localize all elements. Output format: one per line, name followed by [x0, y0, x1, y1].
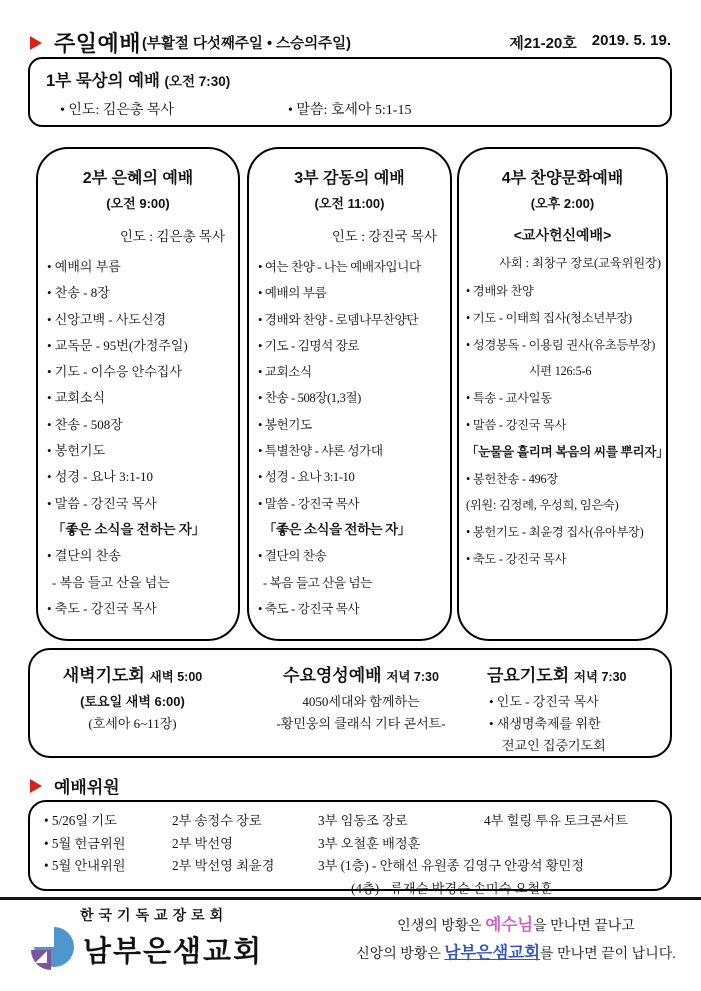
order-item: • 예배의 부름 — [47, 259, 121, 274]
committee-cell: 2부 박선영 최윤경 — [172, 858, 275, 873]
order-item: • 교회소식 — [258, 365, 312, 380]
service2-title: 2부 은혜의 예배 — [82, 170, 194, 187]
order-item: - 복음 들고 산을 넘는 — [263, 575, 372, 590]
order-item: • 성경 - 요나 3:1-10 — [47, 469, 154, 485]
footer-divider — [0, 897, 701, 900]
page-subtitle: (부활절 다섯째주일 • 스승의주일) — [142, 36, 351, 52]
committee-cell: • 5/26일 기도 — [44, 813, 117, 828]
committee-cell: 4부 힐링 투유 토크콘서트 — [484, 813, 628, 828]
order-item: • 여는 찬양 - 나는 예배자입니다 — [258, 260, 421, 274]
slogan-text: 를 만나면 끝이 납니다. — [540, 947, 676, 962]
service1-leader: • 인도: 김은총 목사 — [60, 103, 174, 118]
service4-order-list — [459, 278, 669, 573]
service3-title: 3부 감동의 예배 — [294, 170, 405, 187]
order-item: • 교회소식 — [47, 390, 106, 406]
order-item: • 찬송 - 508장 — [47, 416, 123, 432]
slogan-highlight-church: 남부은샘교회 — [444, 943, 541, 962]
issue-date — [509, 32, 671, 53]
order-item: • 기도 - 이태희 집사(청소년부장) — [466, 310, 632, 325]
service1-box — [28, 57, 672, 127]
committee-cell: (4층) - 류재순 박경순 손미숙 오철훈 — [351, 880, 553, 896]
service3-order-list — [249, 254, 450, 622]
service1-title: 1부 묵상의 예배 — [46, 72, 160, 90]
church-logo-block — [30, 905, 263, 972]
service4-title: 4부 찬양문화예배 — [501, 170, 624, 187]
order-item: • 축도 - 강진국 목사 — [47, 600, 157, 616]
wednesday-service-time: 저녁 7:30 — [386, 670, 439, 684]
wednesday-service-line: -황민웅의 클래식 기타 콘서트- — [276, 716, 446, 731]
committee-row — [44, 833, 670, 856]
red-arrow-icon — [30, 36, 42, 50]
scripture-reference: 시편 126:5-6 — [528, 364, 592, 379]
order-item: • 교독문 - 95번(가정주일) — [47, 337, 188, 353]
service4-host: 사회 : 최창구 장로(교육위원장) — [499, 256, 661, 270]
friday-prayer-time: 저녁 7:30 — [573, 670, 627, 684]
bulletin-header — [30, 27, 671, 58]
order-item: • 봉헌찬송 - 496장 — [466, 471, 559, 486]
sermon-title: 「좋은 소식을 전하는 자」 — [52, 521, 206, 537]
red-arrow-icon — [30, 779, 42, 793]
service1-details — [46, 99, 670, 119]
order-item: • 봉헌기도 — [47, 443, 106, 459]
order-item: • 기도 - 이수응 안수집사 — [47, 364, 182, 380]
order-item: (위원: 김정례, 우성희, 임은숙) — [466, 498, 619, 513]
denomination-name: 한국기독교장로회 — [80, 907, 229, 923]
order-item: • 예배의 부름 — [258, 286, 327, 301]
order-item: • 경배와 찬양 - 로뎀나무찬양단 — [258, 312, 418, 327]
order-item: • 봉헌기도 — [258, 417, 312, 432]
order-item: • 경배와 찬양 — [466, 284, 534, 298]
service4-time: (오후 2:00) — [530, 196, 595, 211]
order-item: • 성경 - 요나 3:1-10 — [258, 470, 355, 485]
order-item: • 말씀 - 강진국 목사 — [47, 495, 157, 511]
dawn-prayer-title: 새벽기도회 — [62, 666, 145, 685]
dawn-prayer-line: (토요일 새벽 6:00) — [80, 694, 185, 709]
friday-prayer-line: • 새생명축제를 위한 — [489, 716, 601, 731]
service3-leader: 인도 : 강진국 목사 — [331, 229, 437, 244]
order-item: • 특별찬양 - 샤론 성가대 — [258, 444, 383, 459]
friday-prayer-line: 전교인 집중기도회 — [502, 738, 606, 753]
committee-box — [28, 800, 672, 896]
committee-cell: 2부 송정수 장로 — [172, 813, 262, 828]
service3-time: (오전 11:00) — [314, 196, 385, 211]
friday-prayer-title: 금요기도회 — [487, 666, 570, 685]
slogan-text: 신앙의 방황은 — [356, 947, 445, 962]
slogan-line-2 — [348, 940, 684, 968]
committee-section-header — [30, 773, 120, 798]
order-item: • 축도 - 강진국 목사 — [258, 601, 360, 616]
order-item: • 봉헌기도 - 최윤경 집사(유아부장) — [466, 525, 644, 540]
committee-section-title: 예배위원 — [54, 778, 120, 797]
service1-time: (오전 7:30) — [164, 74, 231, 89]
order-item: - 복음 들고 산을 넘는 — [52, 574, 170, 590]
order-item: • 말씀 - 강진국 목사 — [466, 417, 567, 432]
order-item: • 결단의 찬송 — [47, 548, 121, 564]
order-item: • 기도 - 김명석 장로 — [258, 338, 360, 353]
service2-leader: 인도 : 김은총 목사 — [119, 229, 225, 244]
committee-cell: 3부 (1층) - 안해선 유원종 김영구 안광석 황민정 — [318, 858, 585, 873]
committee-cell: 2부 박선영 — [172, 835, 233, 851]
friday-prayer-column — [487, 661, 670, 756]
church-logo-icon — [30, 926, 76, 972]
church-slogan — [348, 912, 684, 968]
order-item: • 결단의 찬송 — [258, 549, 327, 564]
committee-cell: • 5월 헌금위원 — [44, 835, 126, 851]
committee-row — [44, 810, 670, 833]
committee-cell: 3부 오철훈 배정훈 — [318, 835, 421, 851]
committee-row — [44, 855, 670, 878]
service2-box — [36, 147, 240, 641]
dawn-prayer-time: 새벽 5:00 — [149, 670, 203, 684]
dawn-prayer-column — [30, 661, 235, 756]
slogan-text: 을 만나면 끝나고 — [533, 919, 635, 934]
order-item: • 찬송 - 508장(1,3절) — [258, 391, 361, 406]
order-item: • 찬송 - 8장 — [47, 285, 110, 301]
service4-box — [457, 147, 668, 641]
slogan-highlight-jesus: 예수님 — [485, 915, 534, 934]
wednesday-service-title: 수요영성예배 — [283, 666, 382, 685]
dawn-prayer-line: (호세아 6~11장) — [88, 716, 177, 731]
slogan-line-1 — [348, 912, 684, 940]
committee-cell: • 5월 안내위원 — [44, 858, 126, 873]
order-item: • 성경봉독 - 이용림 권사(유초등부장) — [466, 337, 656, 352]
committee-cell: 3부 임동조 장로 — [318, 813, 408, 828]
wednesday-service-column — [235, 661, 487, 756]
service4-dedication: <교사헌신예배> — [513, 227, 612, 243]
order-item: • 말씀 - 강진국 목사 — [258, 496, 360, 511]
friday-prayer-line: • 인도 - 강진국 목사 — [489, 694, 599, 709]
sermon-title: 「눈물을 흘리며 복음의 씨를 뿌리자」 — [466, 444, 669, 459]
service1-message: • 말씀: 호세아 5:1-15 — [288, 103, 412, 118]
weekly-meetings-box — [28, 648, 672, 758]
order-item: • 특송 - 교사일동 — [466, 391, 552, 406]
issue-number: 제21-20호 — [509, 35, 577, 52]
slogan-text: 인생의 방황은 — [397, 919, 486, 934]
service3-box — [247, 147, 452, 641]
service2-order-list — [38, 254, 238, 622]
page-title: 주일예배 — [54, 31, 142, 56]
issue-date-value: 2019. 5. 19. — [591, 32, 671, 49]
church-name: 남부은샘교회 — [83, 935, 264, 968]
wednesday-service-line: 4050세대와 함께하는 — [302, 694, 420, 709]
order-item: • 신앙고백 - 사도신경 — [47, 311, 167, 327]
service2-time: (오전 9:00) — [106, 196, 170, 211]
order-item: • 축도 - 강진국 목사 — [466, 551, 567, 566]
sermon-title: 「좋은 소식을 전하는 자」 — [263, 521, 411, 537]
service1-title-row — [46, 67, 670, 91]
